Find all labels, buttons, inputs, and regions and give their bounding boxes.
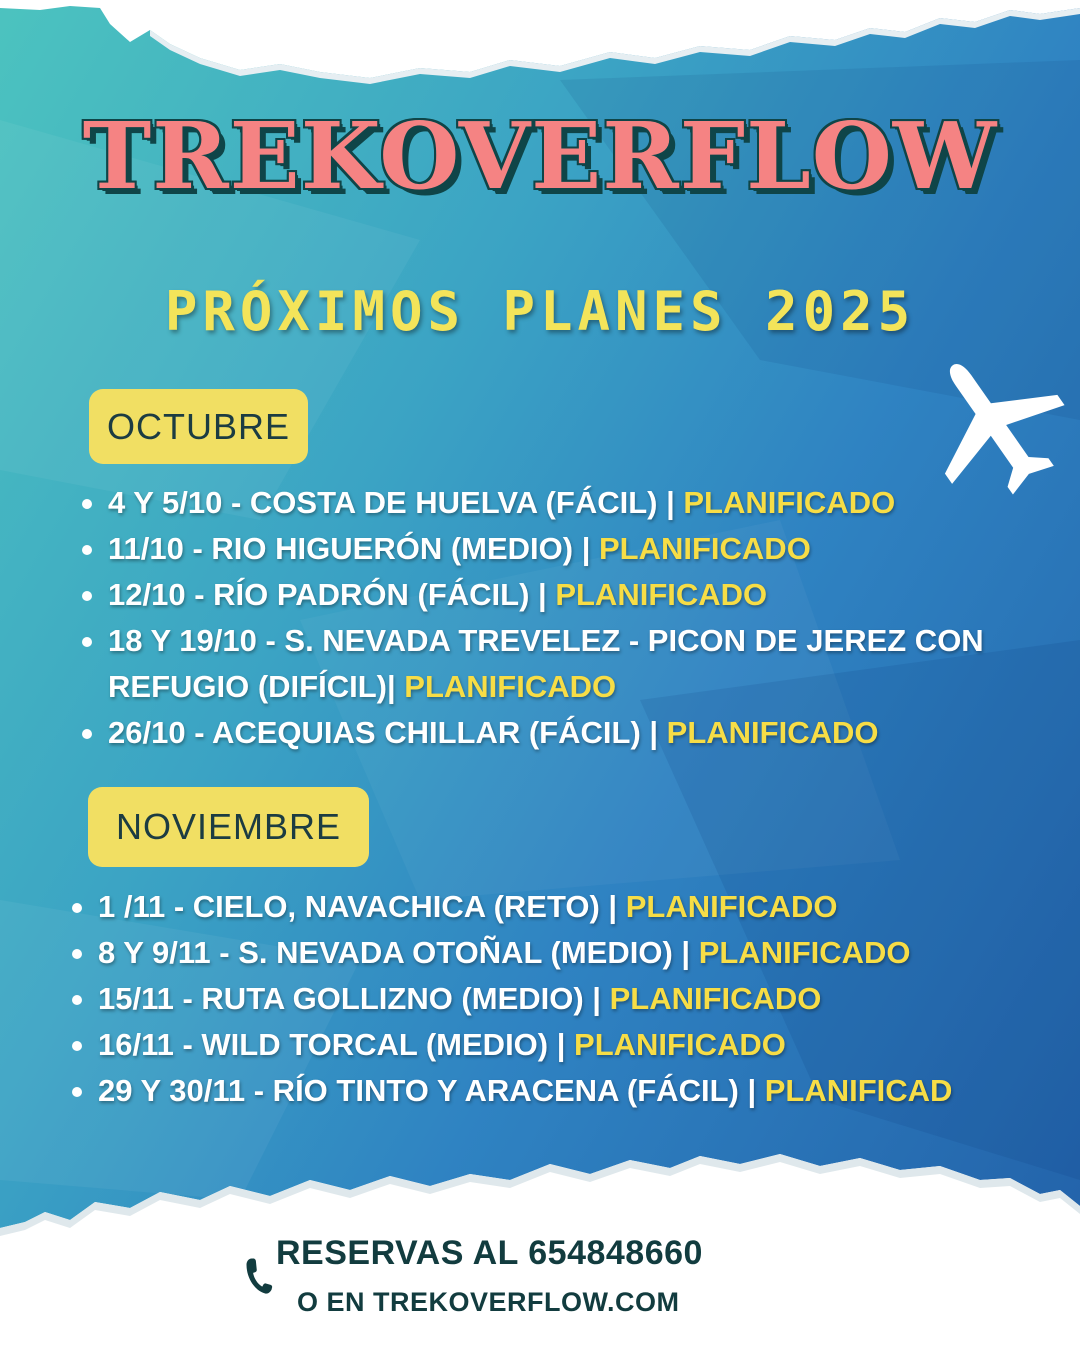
plan-text: 12/10 - RÍO PADRÓN (FÁCIL) |: [108, 577, 556, 612]
torn-paper-top: [0, 0, 1080, 90]
website-text: O EN TREKOVERFLOW.COM: [297, 1287, 680, 1317]
bullet-dot: [72, 1041, 82, 1051]
list-item: [68, 1068, 1068, 1114]
bullet-dot: [72, 1087, 82, 1097]
plan-text: 26/10 - ACEQUIAS CHILLAR (FÁCIL) |: [108, 715, 667, 750]
status-label: PLANIFICADO: [404, 669, 617, 704]
list-item: [78, 480, 1068, 526]
status-label: PLANIFICAD: [764, 1073, 953, 1108]
bullet-dot: [82, 637, 92, 647]
plan-list-noviembre: [68, 884, 1068, 1114]
list-item: [68, 884, 1068, 930]
status-label: PLANIFICADO: [683, 485, 896, 520]
status-label: PLANIFICADO: [698, 935, 911, 970]
plan-list-octubre: [78, 480, 1068, 756]
month-label-octubre: OCTUBRE: [89, 389, 308, 464]
list-item: [78, 572, 1068, 618]
plan-text: 29 Y 30/11 - RÍO TINTO Y ARACENA (FÁCIL) |: [98, 1073, 765, 1108]
list-item: [78, 526, 1068, 572]
status-label: PLANIFICADO: [574, 1027, 786, 1062]
plan-text: 8 Y 9/11 - S. NEVADA OTOÑAL (MEDIO) |: [98, 935, 699, 970]
plan-text: 16/11 - WILD TORCAL (MEDIO) |: [98, 1027, 575, 1062]
brand-title: TREKOVERFLOW: [82, 102, 998, 210]
airplane-icon: [916, 346, 1072, 502]
list-item: [68, 1022, 1068, 1068]
plan-text: 4 Y 5/10 - COSTA DE HUELVA (FÁCIL) |: [108, 485, 684, 520]
phone-icon: [244, 1256, 274, 1296]
plan-text: 18 Y 19/10 - S. NEVADA TREVELEZ - PICON DE JEREZ CON REFUGIO (DIFÍCIL)|: [108, 623, 984, 704]
status-label: PLANIFICADO: [625, 889, 838, 924]
status-label: PLANIFICADO: [609, 981, 822, 1016]
status-label: PLANIFICADO: [555, 577, 768, 612]
status-label: PLANIFICADO: [666, 715, 879, 750]
plan-text: 15/11 - RUTA GOLLIZNO (MEDIO) |: [98, 981, 610, 1016]
reservation-phone: RESERVAS AL 654848660: [276, 1234, 703, 1272]
status-label: PLANIFICADO: [598, 531, 811, 566]
page-subtitle: PRÓXIMOS PLANES 2025: [164, 280, 916, 343]
list-item: [78, 710, 1068, 756]
bullet-dot: [82, 545, 92, 555]
month-label-noviembre: NOVIEMBRE: [88, 787, 369, 867]
list-item: [78, 618, 1008, 710]
bullet-dot: [82, 591, 92, 601]
list-item: [68, 976, 1068, 1022]
bullet-dot: [72, 949, 82, 959]
bullet-dot: [72, 995, 82, 1005]
plan-text: 1 /11 - CIELO, NAVACHICA (RETO) |: [98, 889, 626, 924]
bullet-dot: [82, 499, 92, 509]
list-item: [68, 930, 1068, 976]
bullet-dot: [72, 903, 82, 913]
bullet-dot: [82, 729, 92, 739]
plan-text: 11/10 - RIO HIGUERÓN (MEDIO) |: [108, 531, 599, 566]
